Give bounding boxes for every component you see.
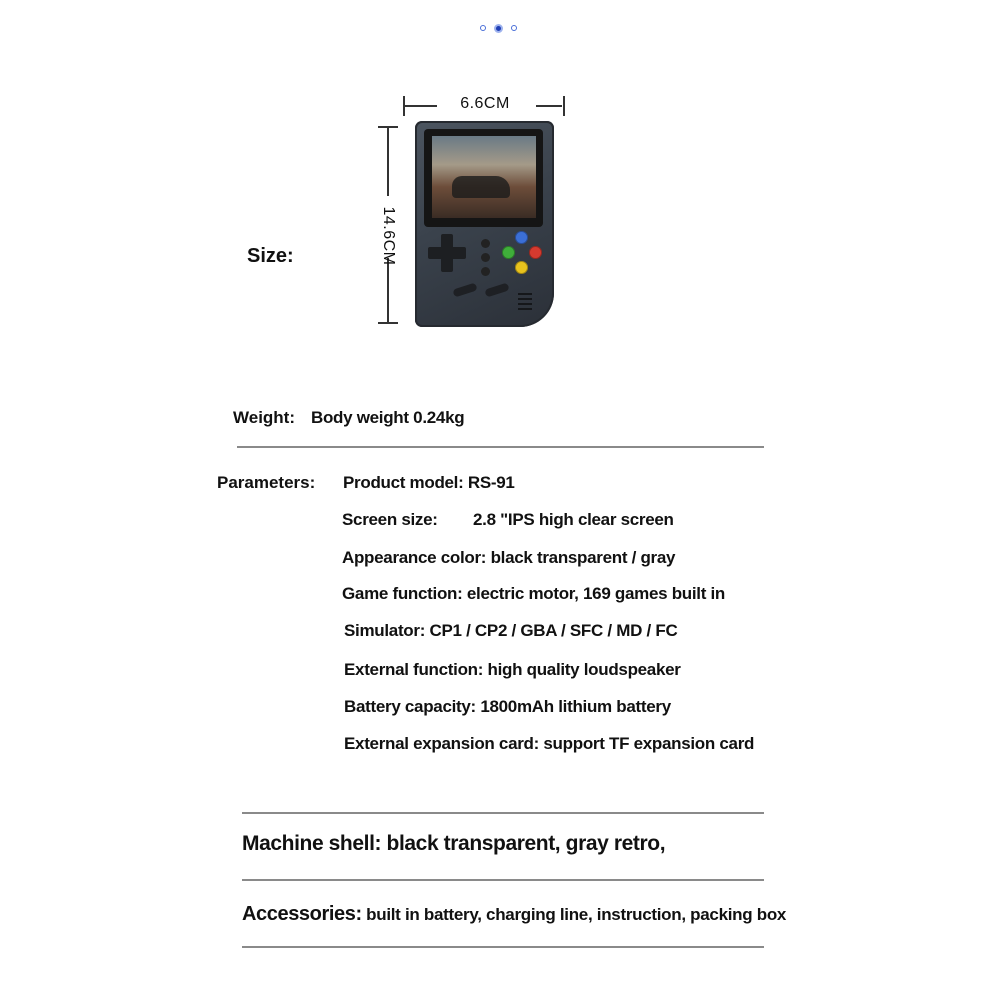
- accessories-label: Accessories:: [242, 903, 362, 925]
- carousel-dot-1[interactable]: [480, 25, 486, 31]
- y-button-icon: [502, 246, 515, 259]
- x-button-icon: [515, 231, 528, 244]
- param-external-function: External function: high quality loudspeaker: [344, 660, 681, 679]
- select-button-icon: [481, 239, 490, 248]
- parameters-label: Parameters:: [217, 473, 316, 492]
- menu-button-icon: [481, 267, 490, 276]
- console-screen-bezel: [424, 129, 543, 227]
- height-dimension-label: 14.6CM: [380, 206, 397, 266]
- weight-value: Body weight 0.24kg: [311, 408, 465, 427]
- b-button-icon: [515, 261, 528, 274]
- start-pill-icon: [484, 282, 509, 297]
- param-product-model: Product model: RS-91: [343, 473, 515, 492]
- param-appearance-color: Appearance color: black transparent / gray: [342, 548, 676, 567]
- param-simulator: Simulator: CP1 / CP2 / GBA / SFC / MD / FC: [344, 621, 678, 640]
- divider: [242, 812, 764, 814]
- dpad-horizontal: [428, 247, 466, 259]
- param-expansion-card: External expansion card: support TF expansion card: [344, 734, 755, 753]
- param-screen-size: Screen size: 2.8 "IPS high clear screen: [342, 510, 674, 529]
- divider: [242, 879, 764, 881]
- a-button-icon: [529, 246, 542, 259]
- speaker-grille-icon: [518, 293, 532, 295]
- weight-label: Weight:: [233, 408, 296, 427]
- start-button-icon: [481, 253, 490, 262]
- divider: [237, 446, 764, 448]
- divider: [242, 946, 764, 948]
- param-game-function: Game function: electric motor, 169 games built in: [342, 584, 726, 603]
- carousel-dot-2-active[interactable]: [494, 24, 503, 33]
- console-screen: [432, 136, 536, 218]
- accessories-row: [242, 903, 786, 926]
- accessories-value: built in battery, charging line, instruction, packing box: [361, 905, 787, 924]
- param-battery-capacity: Battery capacity: 1800mAh lithium battery: [344, 697, 671, 716]
- machine-shell-text: Machine shell: black transparent, gray retro,: [242, 832, 666, 855]
- handheld-console-image: [415, 121, 554, 327]
- width-dimension-label: 6.6CM: [460, 95, 510, 112]
- carousel-indicator: [480, 22, 524, 34]
- select-pill-icon: [452, 282, 477, 297]
- size-label: Size:: [247, 245, 294, 267]
- carousel-dot-3[interactable]: [511, 25, 517, 31]
